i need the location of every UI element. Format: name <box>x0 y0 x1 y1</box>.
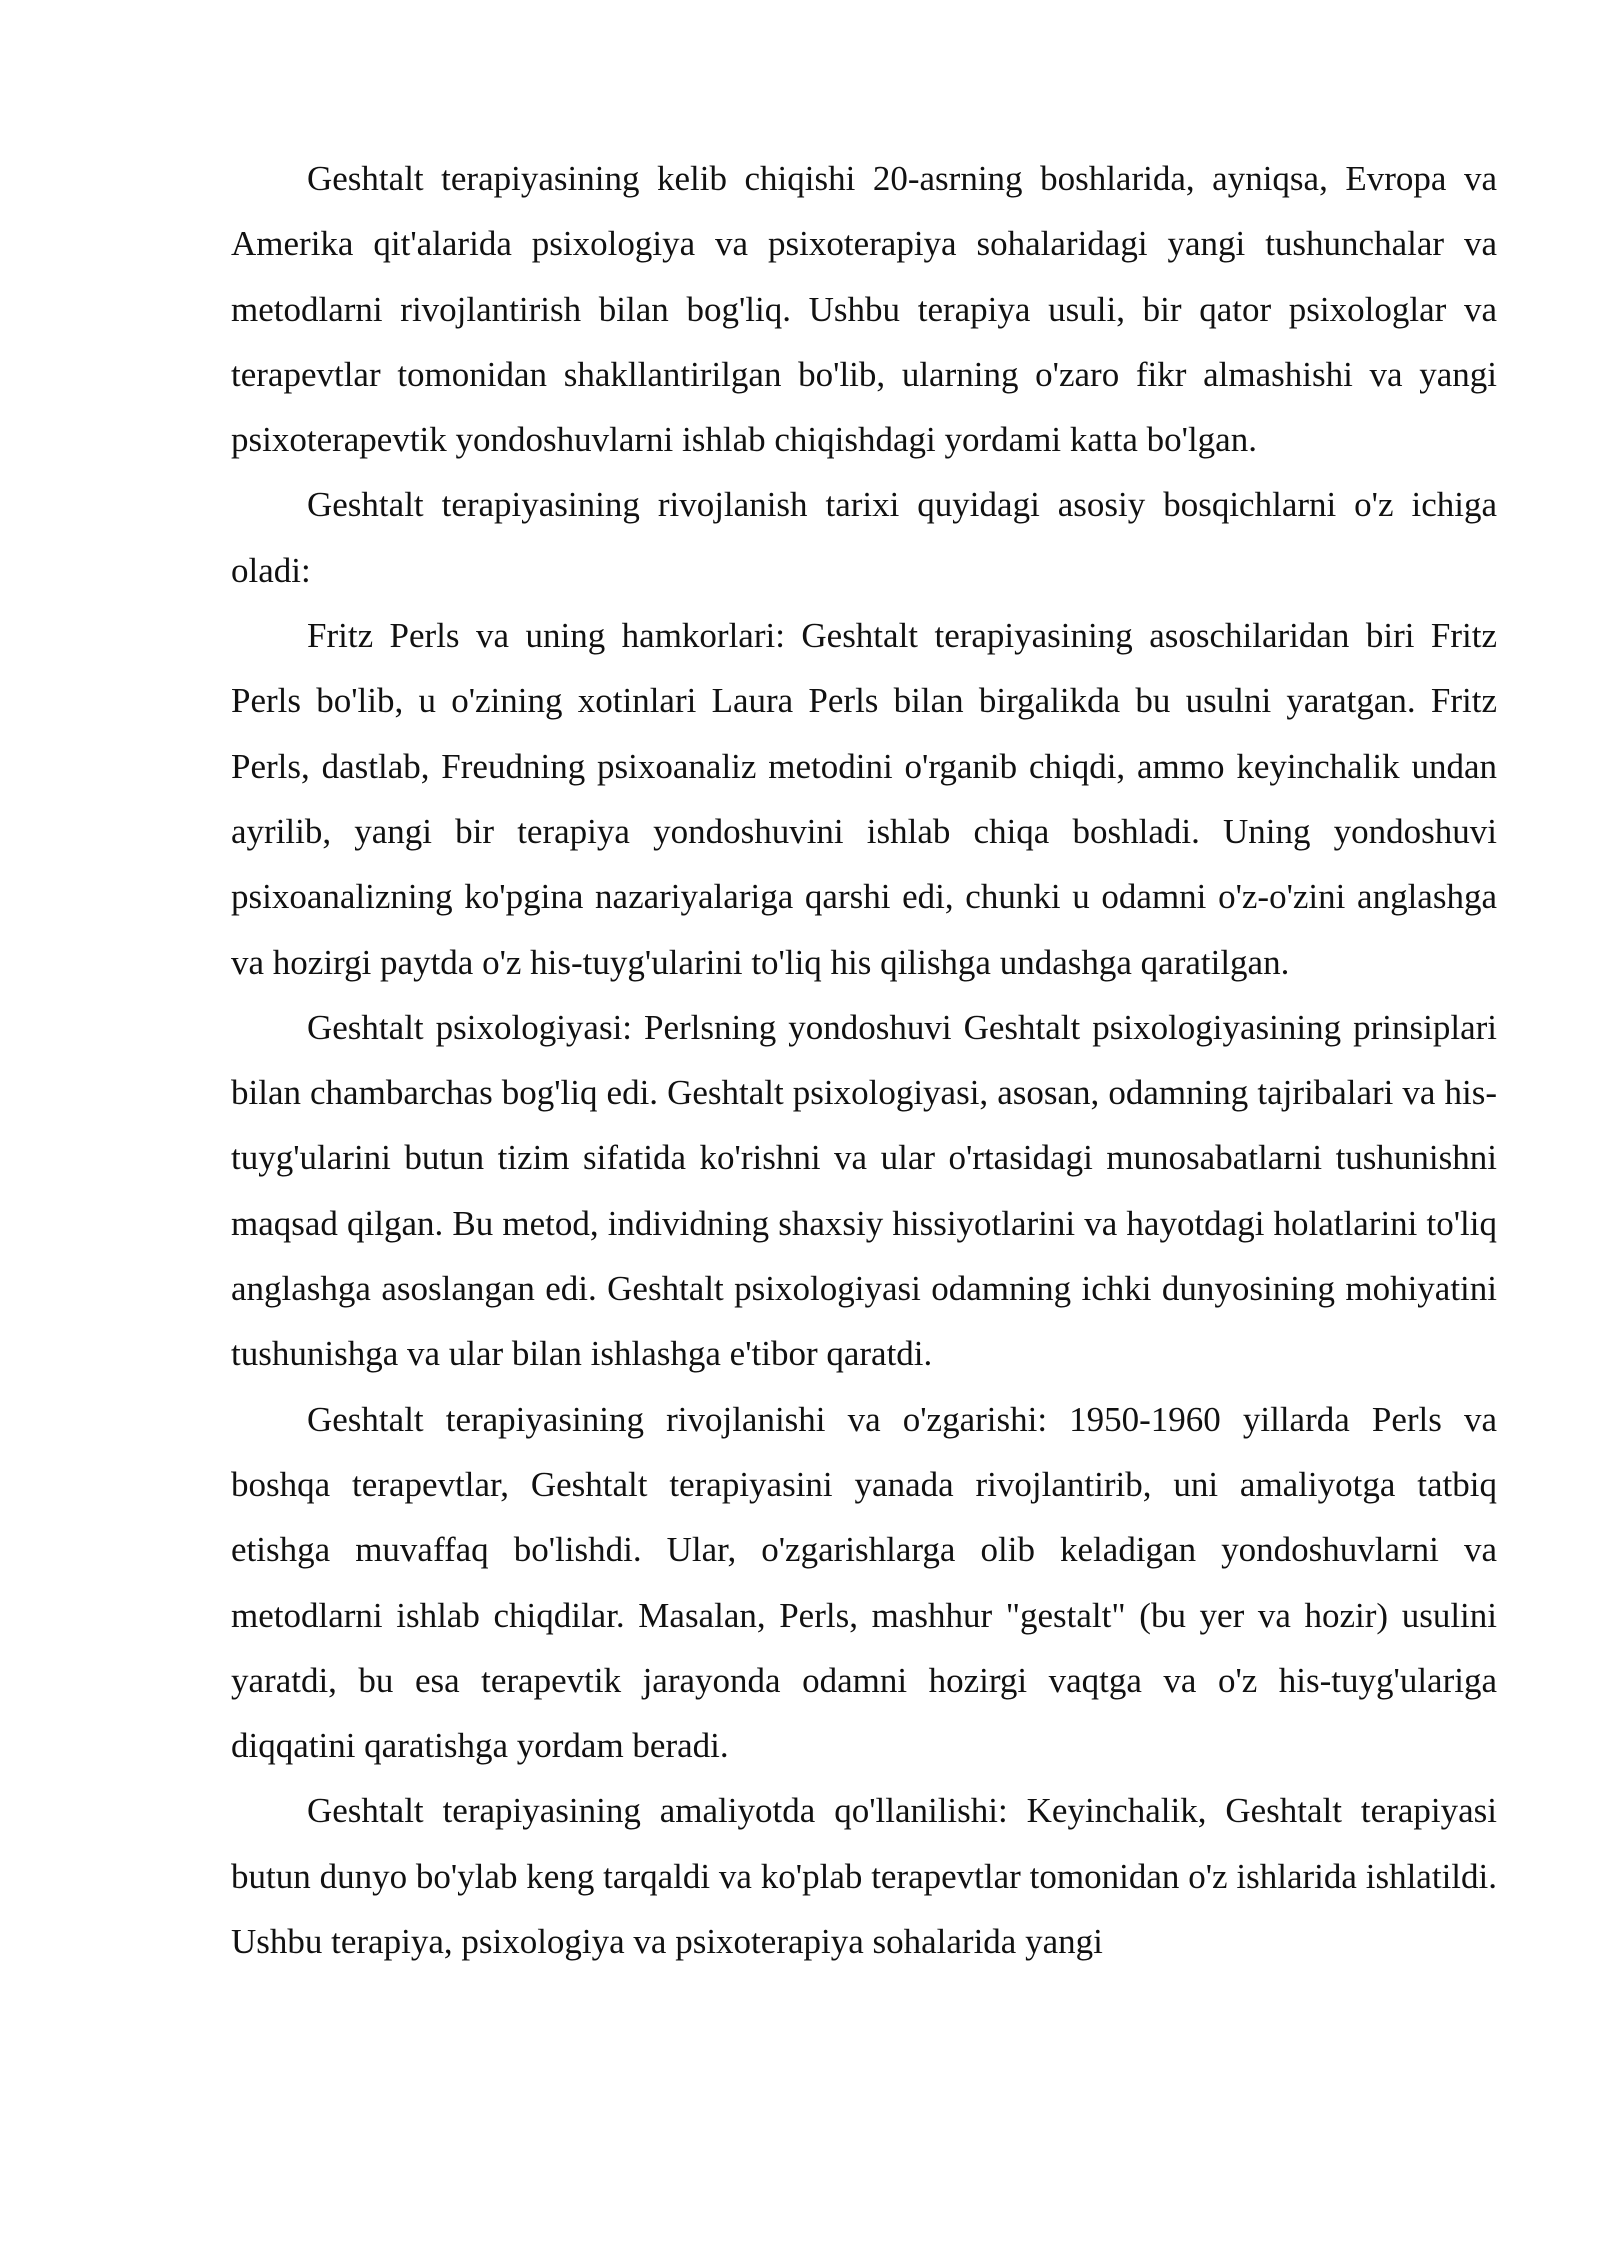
paragraph-development: Geshtalt terapiyasining rivojlanishi va o'zgarishi: 1950-1960 yillarda Perls va boshqa terapevtlar, Geshtalt terapiyasini yanada rivojlantirib, uni amaliyotga tatbiq etishga muvaffaq bo'lishdi. Ular, o'zgarishlarga olib keladigan yondoshuvlarni va metodlarni ishlab chiqdilar. Masalan, Perls, mashhur "gestalt" (bu yer va hozir) usulini yaratdi, bu esa terapevtik jarayonda odamni hozirgi vaqtga va o'z his-tuyg'ulariga diqqatini qaratishga yordam beradi. <box>231 1399 1497 1766</box>
paragraph-gestalt-psychology: Geshtalt psixologiyasi: Perlsning yondoshuvi Geshtalt psixologiyasining prinsiplari bilan chambarchas bog'liq edi. Geshtalt psixologiyasi, asosan, odamning tajribalari va his-tuyg'ularini butun tizim sifatida ko'rishni va ular o'rtasidagi munosabatlarni tushunishni maqsad qilgan. Bu metod, individning shaxsiy hissiyotlarini va hayotdagi holatlarini to'liq anglashga asoslangan edi. Geshtalt psixologiyasi odamning ichki dunyosining mohiyatini tushunishga va ular bilan ishlashga e'tibor qaratdi. <box>231 1007 1497 1374</box>
document-body <box>231 146 1497 1974</box>
paragraph-origins: Geshtalt terapiyasining kelib chiqishi 20-asrning boshlarida, ayniqsa, Evropa va Amerika qit'alarida psixologiya va psixoterapiya sohalaridagi yangi tushunchalar va metodlarni rivojlantirish bilan bog'liq. Ushbu terapiya usuli, bir qator psixologlar va terapevtlar tomonidan shakllantirilgan bo'lib, ularning o'zaro fikr almashishi va yangi psixoterapevtik yondoshuvlarni ishlab chiqishdagi yordami katta bo'lgan. <box>231 159 1497 460</box>
paragraph-fritz-perls: Fritz Perls va uning hamkorlari: Geshtalt terapiyasining asoschilaridan biri Fritz Perls bo'lib, u o'zining xotinlari Laura Perls bilan birgalikda bu usulni yaratgan. Fritz Perls, dastlab, Freudning psixoanaliz metodini o'rganib chiqdi, ammo keyinchalik undan ayrilib, yangi bir terapiya yondoshuvini ishlab chiqa boshladi. Uning yondoshuvi psixoanalizning ko'pgina nazariyalariga qarshi edi, chunki u odamni o'z-o'zini anglashga va hozirgi paytda o'z his-tuyg'ularini to'liq his qilishga undashga qaratilgan. <box>231 616 1497 982</box>
paragraph-practice: Geshtalt terapiyasining amaliyotda qo'llanilishi: Keyinchalik, Geshtalt terapiyasi butun dunyo bo'ylab keng tarqaldi va ko'plab terapevtlar tomonidan o'z ishlarida ishlatildi. Ushbu terapiya, psixologiya va psixoterapiya sohalarida yangi <box>231 1791 1497 1962</box>
paragraph-history-intro: Geshtalt terapiyasining rivojlanish tarixi quyidagi asosiy bosqichlarni o'z ichiga oladi: <box>231 485 1497 590</box>
